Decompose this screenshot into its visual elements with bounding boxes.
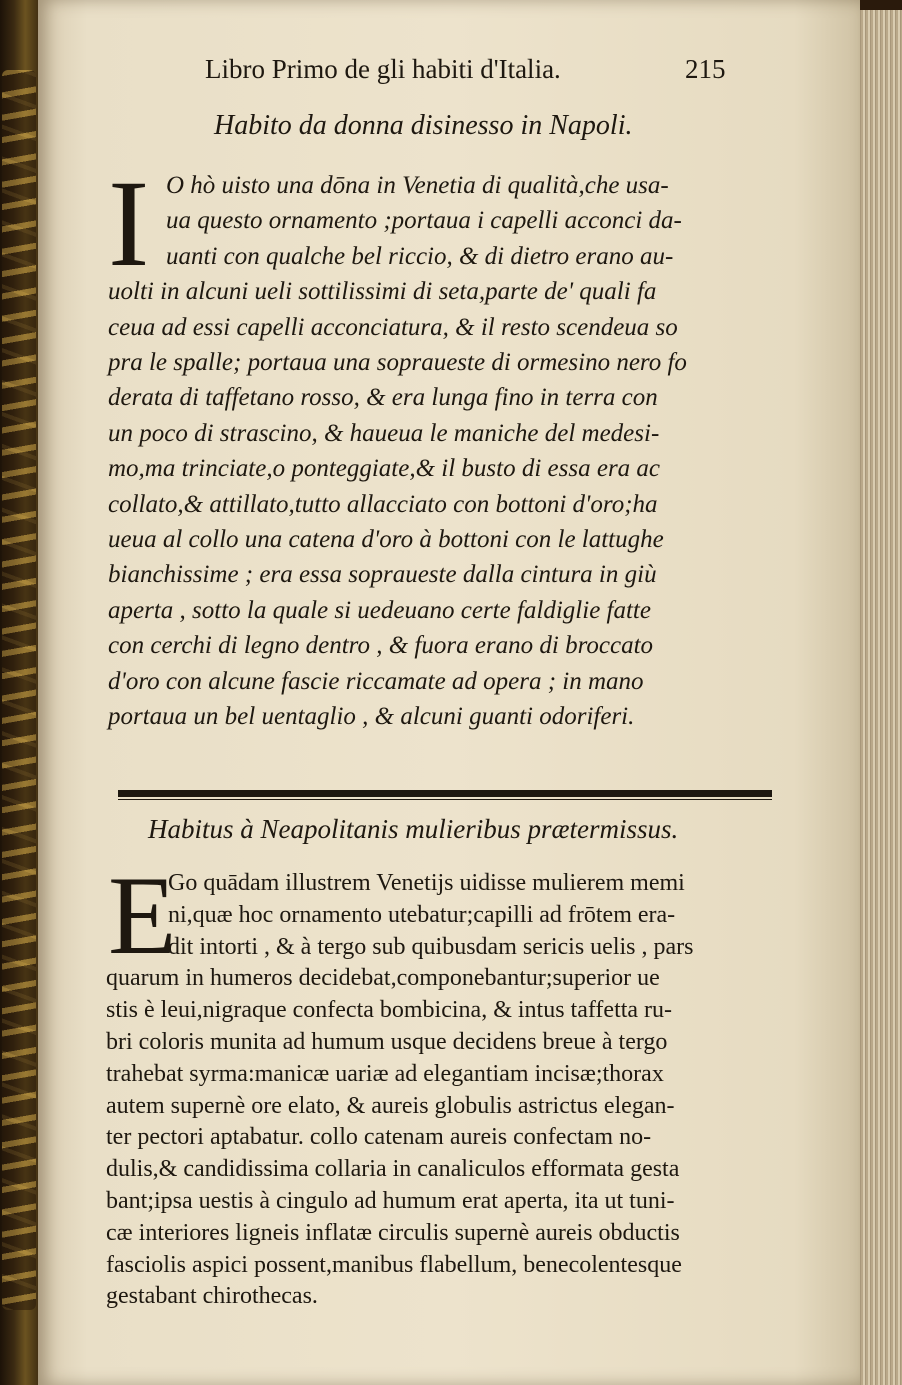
text-line: bri coloris munita ad humum usque decidens breue à tergo (106, 1028, 668, 1055)
text-line: un poco di strascino, & haueua le maniche del medesi- (108, 419, 660, 447)
text-line: mo,ma trinciate,o ponteggiate,& il busto di essa era ac (108, 455, 661, 483)
text-line: trahebat syrma:manicæ uariæ ad elegantiam incisæ;thorax (106, 1060, 664, 1087)
text-line: derata di taffetano rosso, & era lunga fino in terra con (108, 384, 658, 412)
text-line: O hò uisto una dōna in Venetia di qualità,che usa- (166, 172, 669, 199)
text-line: autem supernè ore elato, & aureis globulis astrictus elegan- (106, 1092, 675, 1119)
text-line: ueua al collo una catena d'oro à bottoni con le lattughe (108, 526, 664, 554)
text-line: gestabant chirothecas. (106, 1283, 318, 1310)
running-head (205, 54, 765, 94)
text-line: bant;ipsa uestis à cingulo ad humum erat aperta, ita ut tuni- (106, 1187, 675, 1214)
text-line: fasciolis aspici possent,manibus flabellum, benecolentesque (106, 1251, 682, 1278)
text-line: ua questo ornamento ;portaua i capelli acconci da- (166, 207, 682, 235)
text-line: uolti in alcuni ueli sottilissimi di seta,parte de' quali fa (108, 278, 657, 306)
text-line: pra le spalle; portaua una sopraueste di ormesino nero fo (108, 349, 687, 377)
text-line: d'oro con alcune fascie riccamate ad opera ; in mano (108, 667, 644, 695)
italian-section-heading: Habito da donna disinesso in Napoli. (214, 110, 633, 141)
text-line: ni,quæ hoc ornamento utebatur;capilli ad frōtem era- (168, 901, 676, 928)
text-line: ceua ad essi capelli acconciatura, & il resto scendeua so (108, 313, 678, 341)
text-line: quarum in humeros decidebat,componebantur;superior ue (106, 965, 660, 992)
decorative-border-ornament (2, 70, 36, 1310)
latin-paragraph (106, 854, 796, 1313)
latin-drop-cap: E (108, 854, 177, 978)
text-line: bianchissime ; era essa sopraueste dalla cintura in giù (108, 561, 657, 589)
section-divider-rule (118, 790, 772, 797)
section-divider-hairline (118, 799, 772, 800)
text-line: portaua un bel uentaglio , & alcuni guanti odoriferi. (108, 703, 635, 731)
text-line: cæ interiores ligneis inflatæ circulis supernè aureis obductis (106, 1219, 680, 1246)
page-number: 215 (685, 54, 726, 84)
text-line: stis è leui,nigraque confecta bombicina, & intus taffetta ru- (106, 997, 673, 1024)
text-line: dit intorti , & à tergo sub quibusdam sericis uelis , pars (168, 933, 694, 960)
text-line: Go quādam illustrem Venetijs uidisse mulierem memi (168, 870, 685, 896)
latin-section-heading: Habitus à Neapolitanis mulieribus prætermissus. (148, 814, 679, 844)
text-line: ter pectori aptabatur. collo catenam aureis confectam no- (106, 1124, 652, 1151)
running-head-title: Libro Primo de gli habiti d'Italia. (205, 54, 561, 84)
italian-paragraph (108, 155, 788, 735)
text-line: collato,& attillato,tutto allacciato con bottoni d'oro;ha (108, 490, 658, 518)
italian-drop-cap: I (108, 155, 150, 292)
text-line: aperta , sotto la quale si uedeuano certe faldiglie fatte (108, 596, 651, 624)
text-line: dulis,& candidissima collaria in canaliculos efformata gesta (106, 1156, 680, 1183)
text-line: con cerchi di legno dentro , & fuora erano di broccato (108, 632, 654, 660)
text-line: uanti con qualche bel riccio, & di dietro erano au- (166, 242, 674, 270)
